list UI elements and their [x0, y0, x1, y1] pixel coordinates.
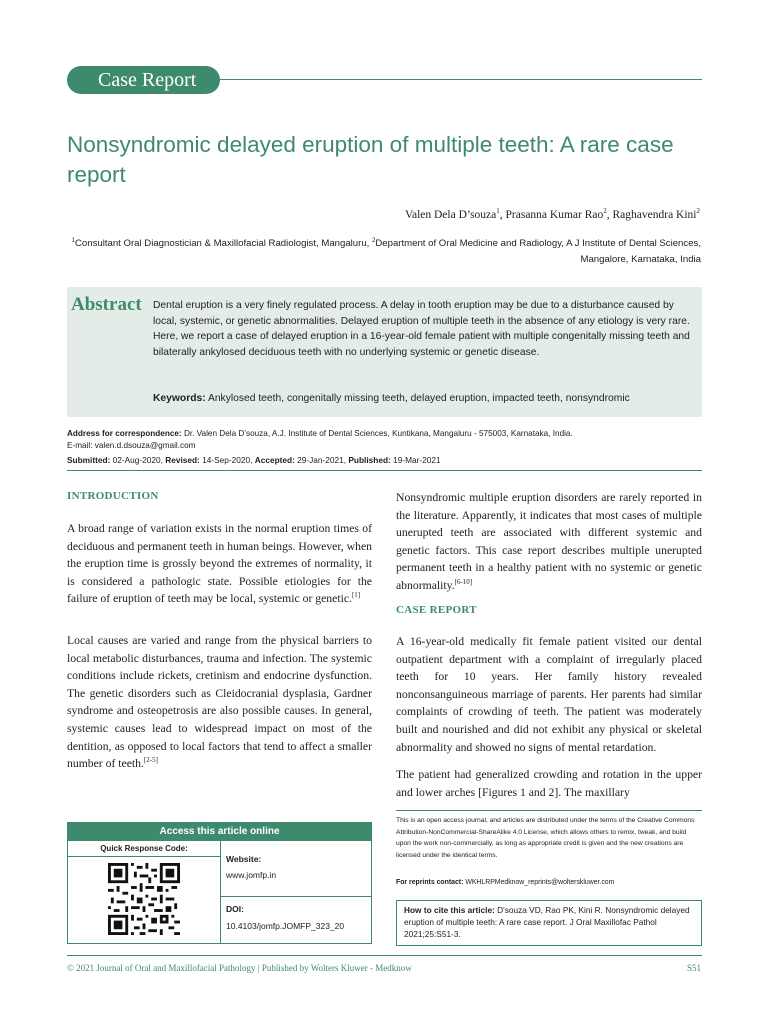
- author-list: Valen Dela D’souza$^1$, Prasanna Kumar Rao$^2$, Raghavendra Kini$^2$: [404, 207, 700, 221]
- revised-label: Revised:: [165, 455, 200, 465]
- revised-date: 14-Sep-2020,: [202, 455, 253, 465]
- license-text: This is an open access journal, and articles are distributed under the terms of the Creative Commons Attribution-NonCommercial-ShareAlike 4.0 License, which allows others to remix, tweak, and build upon the work non-commercially, as long as appropriate credit is given and the new creations are licensed under the identical terms.: [396, 817, 695, 859]
- author-name: Valen Dela D’souza: [404, 208, 497, 221]
- citation-label: How to cite this article:: [404, 905, 495, 915]
- affil-sup: 2: [372, 238, 376, 244]
- abstract-box: [67, 287, 702, 417]
- case-report-heading: CASE REPORT: [396, 604, 477, 616]
- accepted-date: 29-Jan-2021,: [297, 455, 347, 465]
- reprints-email[interactable]: WKHLRPMedknow_reprints@wolterskluwer.com: [465, 879, 615, 886]
- doi-link[interactable]: 10.4103/jomfp.JOMFP_323_20: [226, 921, 345, 931]
- access-online-box: [67, 822, 372, 944]
- published-date: 19-Mar-2021: [393, 455, 441, 465]
- keywords-text: Ankylosed teeth, congenitally missing teeth, delayed eruption, impacted teeth, nonsyndromic: [207, 393, 630, 404]
- website-link[interactable]: www.jomfp.in: [226, 870, 277, 880]
- citation-ref[interactable]: [2-5]: [143, 756, 158, 765]
- email-value[interactable]: valen.d.dsouza@gmail.com: [94, 441, 196, 450]
- keywords: [153, 393, 698, 404]
- citation-box: [396, 900, 702, 946]
- citation-text: D'souza VD, Rao PK, Kini R. Nonsyndromic delayed eruption of multiple teeth: A rare case report. J Oral Maxillofac Pathol 2021;25:S51-3.: [404, 905, 690, 939]
- email-label: E-mail:: [67, 441, 93, 450]
- header-rule: [200, 79, 702, 80]
- box-divider: [220, 841, 221, 944]
- reprints-label: For reprints contact:: [396, 879, 464, 886]
- submitted-date: 02-Aug-2020,: [112, 455, 163, 465]
- paragraph-text: A broad range of variation exists in the normal eruption times of deciduous and permanent teeth in human beings. However, when the eruption time is grossly beyond the extremes of normality, it is considered a pathologic state. Possible etiologies for the failure of eruption of teeth may be local, systemic or genetic.: [67, 522, 372, 606]
- abstract-text: Dental eruption is a very finely regulated process. A delay in tooth eruption may be due to a disturbance caused by local, systemic, or genetic abnormalities. Delayed eruption of multiple teeth in the absence of any etiology is very rare. Here, we report a case of delayed eruption in a 16-year-old female patient with multiple congenitally missing teeth and bilaterally ankylosed deciduous teeth with no underlying systemic or genetic disease.: [153, 300, 690, 358]
- qr-label: Quick Response Code:: [68, 841, 220, 857]
- author-sup: 2: [696, 207, 700, 215]
- citation-ref[interactable]: [1]: [351, 591, 361, 600]
- case-paragraph-1: A 16-year-old medically fit female patient visited our dental outpatient department with a complaint of irregularly placed teeth for 10 years. Her family history revealed nonconsanguineous marriage of parents. Her parents had similar complaints of crowding of teeth. The patient was moderately built and nourished and did not exhibit any physical or skeletal abnormality and showed no signs of mental retardation.: [396, 635, 702, 754]
- keywords-label: Keywords:: [153, 393, 206, 404]
- submitted-label: Submitted:: [67, 455, 111, 465]
- website-label: Website:: [226, 854, 262, 864]
- divider: [67, 470, 702, 471]
- affiliation-1: Consultant Oral Diagnostician & Maxillofacial Radiologist, Mangaluru,: [74, 238, 372, 250]
- author-name: Prasanna Kumar Rao: [505, 208, 604, 221]
- reprints-line: [396, 879, 614, 886]
- paragraph-text: Local causes are varied and range from the physical barriers to local metabolic disturbances, trauma and infection. The systemic conditions include rickets, cretinism and endocrine dysfunction. The genetic disorders such as Cleidocranial dysplasia, Gardner syndrome and osteopetrosis are also possible causes. In general, systemic causes lead to widespread impact on most of the dentition, as opposed to local factors that tend to affect a smaller number of teeth.: [67, 634, 372, 771]
- section-label: Case Report: [67, 66, 220, 94]
- article-dates: [67, 455, 441, 465]
- author-name: Raghavendra Kini: [612, 208, 697, 221]
- correspondence-label: Address for correspondence:: [67, 429, 182, 438]
- correspondence-address: Dr. Valen Dela D’souza, A.J. Institute of Dental Sciences, Kuntikana, Mangaluru - 575003, Karnataka, India.: [183, 429, 573, 438]
- published-label: Published:: [348, 455, 391, 465]
- page-number: S51: [686, 963, 701, 973]
- affil-sup: 1: [71, 238, 75, 244]
- footer-rule: [67, 955, 702, 956]
- paragraph-text: Nonsyndromic multiple eruption disorders are rarely reported in the literature. Apparently, it indicates that most cases of multiple unerupted teeth are associated with different systemic and genetic factors. This case report describes multiple unerupted permanent teeth in a healthy patient with no systemic or genetic abnormality.: [396, 491, 702, 592]
- correspondence: [67, 428, 707, 452]
- affiliations: [67, 233, 701, 268]
- abstract-label: Abstract: [71, 294, 142, 315]
- author-sup: 2: [603, 207, 607, 215]
- accepted-label: Accepted:: [254, 455, 295, 465]
- box-divider: [221, 896, 372, 897]
- introduction-heading: INTRODUCTION: [67, 490, 159, 502]
- citation-ref[interactable]: [6-10]: [454, 578, 473, 587]
- right-paragraph-1: [396, 489, 702, 595]
- affiliation-2: Department of Oral Medicine and Radiology, A J Institute of Dental Sciences, Mangalore, Karnataka, India: [375, 238, 701, 266]
- divider: [396, 810, 702, 811]
- footer-journal: © 2021 Journal of Oral and Maxillofacial Pathology | Published by Wolters Kluwer - Medknow: [67, 963, 412, 973]
- intro-paragraph-1: [67, 520, 372, 608]
- author-sup: 1: [496, 207, 500, 215]
- intro-paragraph-2: [67, 632, 372, 773]
- case-paragraph-2: The patient had generalized crowding and rotation in the upper and lower arches [Figures 1 and 2]. The maxillary: [396, 768, 702, 799]
- article-title: Nonsyndromic delayed eruption of multiple teeth: A rare case report: [67, 132, 674, 187]
- access-heading: Access this article online: [68, 823, 371, 841]
- qr-code-icon[interactable]: [108, 863, 180, 935]
- doi-label: DOI:: [226, 904, 244, 914]
